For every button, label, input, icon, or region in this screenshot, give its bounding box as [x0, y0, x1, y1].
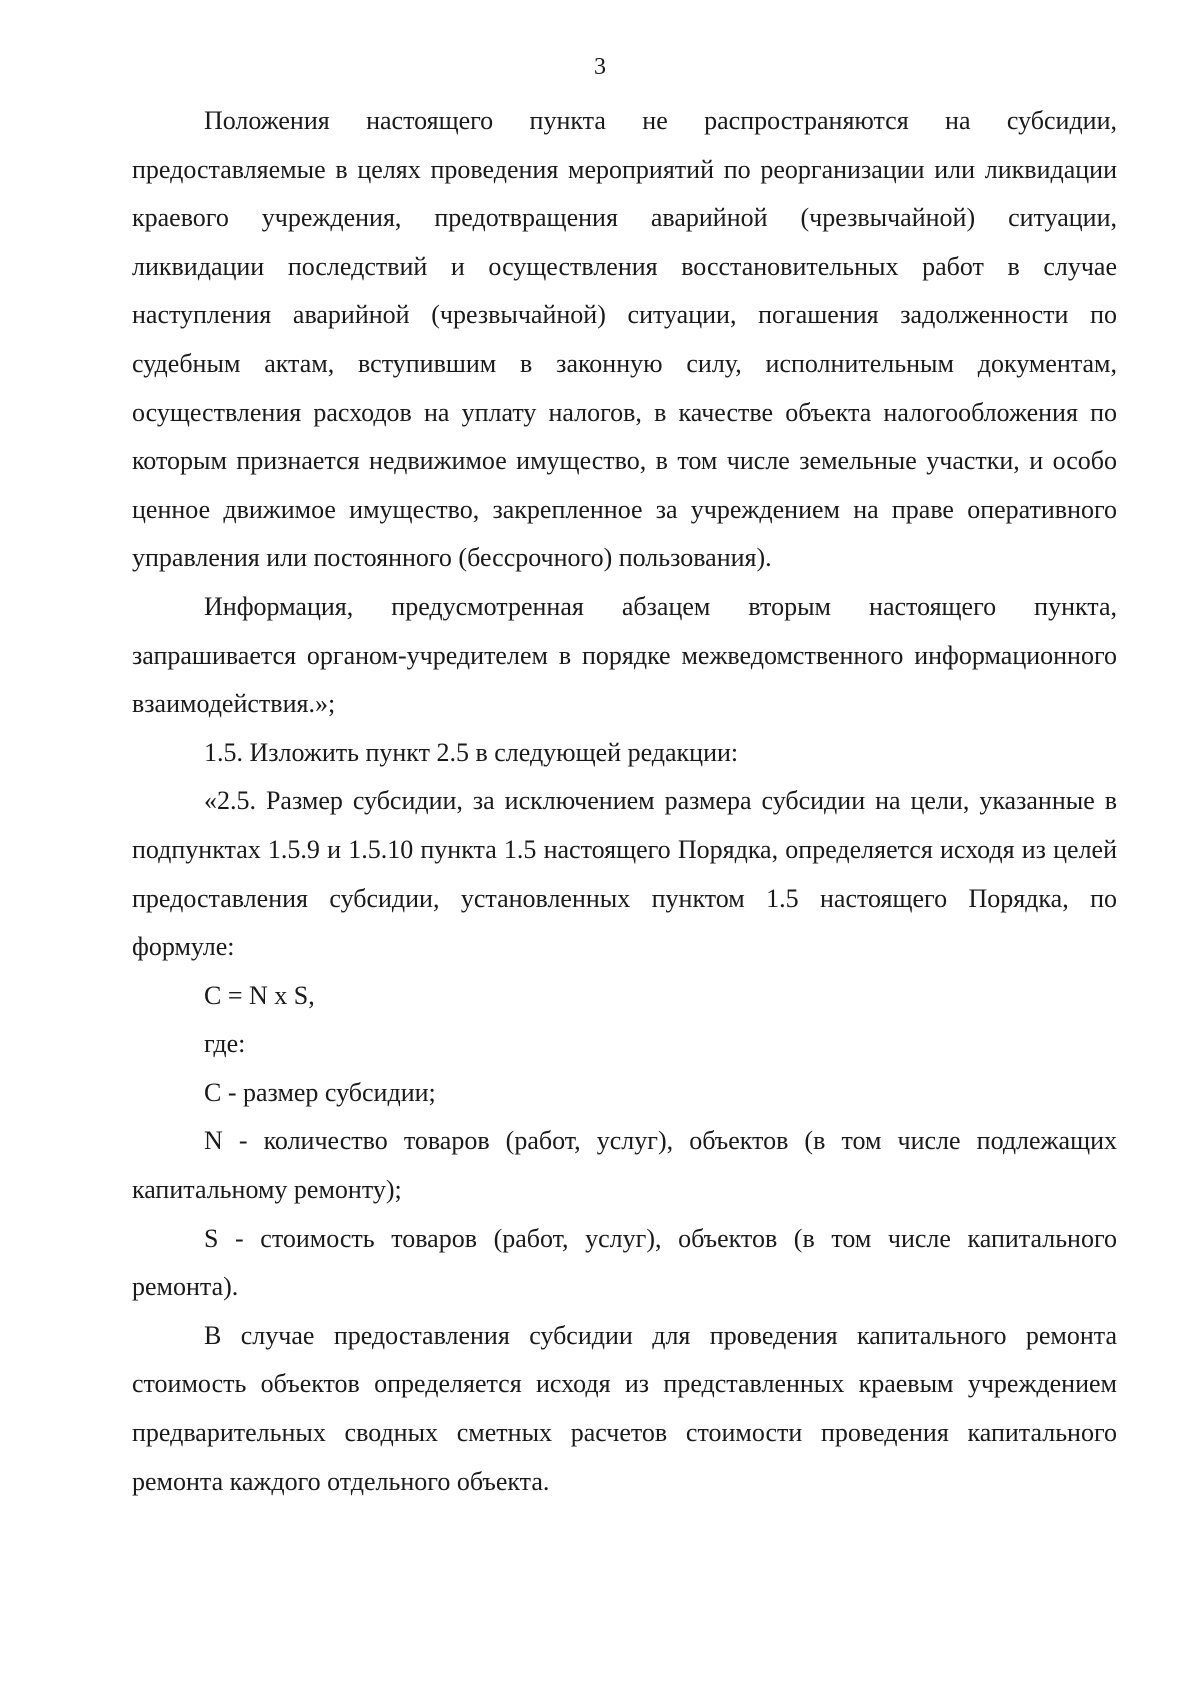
paragraph-where: где:	[204, 1029, 246, 1059]
paragraph-subsidy-size: «2.5. Размер субсидии, за исключением размера субсидии на цели, указанные в подпунктах 1.5.9 и 1.5.10 пункта 1.5 настоящего Порядка, определяется исходя из целей предоставления субсидии, установленных пунктом 1.5 настоящего Порядка, по формуле:	[132, 786, 1117, 962]
paragraph-amendment-2-5: 1.5. Изложить пункт 2.5 в следующей редакции:	[204, 737, 739, 767]
definition-n: N - количество товаров (работ, услуг), объектов (в том числе подлежащих капитальному ремонту);	[132, 1126, 1117, 1205]
paragraph-subsidy-exceptions: Положения настоящего пункта не распространяются на субсидии, предоставляемые в целях проведения мероприятий по реорганизации или ликвидации краевого учреждения, предотвращения аварийной (чрезвычайной) ситуации, ликвидации последствий и осуществления восстановительных работ в случае наступления аварийной (чрезвычайной) ситуации, погашения задолженности по судебным актам, вступившим в законную силу, исполнительным документам, осуществления расходов на уплату налогов, в качестве объекта налогообложения по которым признается недвижимое имущество, в том числе земельные участки, и особо ценное движимое имущество, закрепленное за учреждением на праве оперативного управления или постоянного (бессрочного) пользования).	[132, 106, 1117, 573]
document-body	[132, 97, 1117, 1506]
paragraph-capital-repair-cost: В случае предоставления субсидии для проведения капитального ремонта стоимость объектов определяется исходя из представленных краевым учреждением предварительных сводных сметных расчетов стоимости проведения капитального ремонта каждого отдельного объекта.	[132, 1320, 1117, 1496]
paragraph-information-request: Информация, предусмотренная абзацем вторым настоящего пункта, запрашивается органом-учредителем в порядке межведомственного информационного взаимодействия.»;	[132, 591, 1117, 719]
formula: С = N x S,	[204, 980, 315, 1010]
page-number: 3	[594, 54, 606, 80]
definition-s: S - стоимость товаров (работ, услуг), объектов (в том числе капитального ремонта).	[132, 1223, 1117, 1302]
definition-c: С - размер субсидии;	[204, 1077, 436, 1107]
